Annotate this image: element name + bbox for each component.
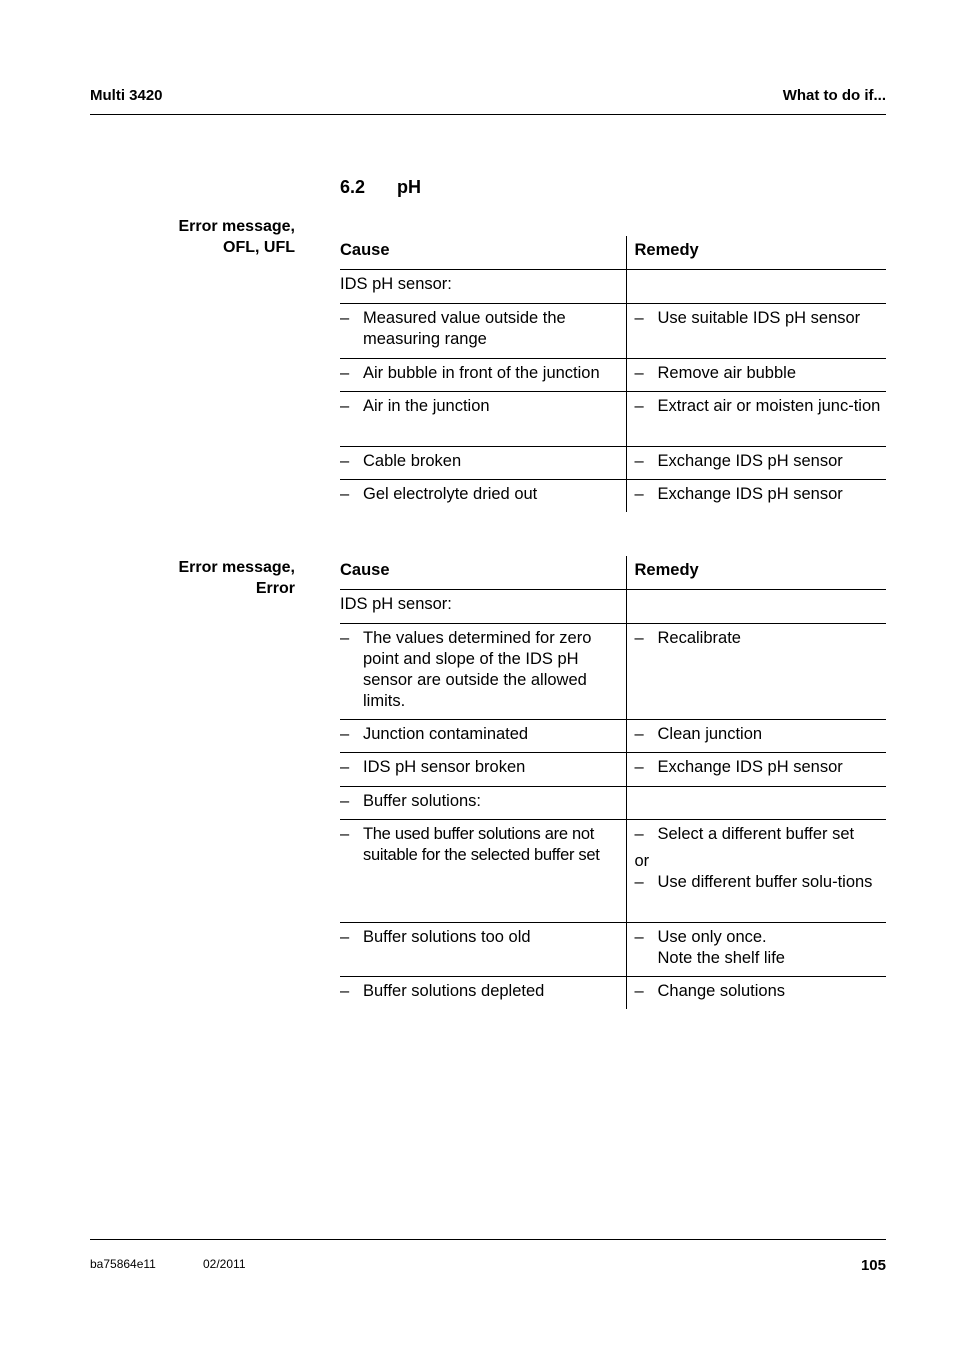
cause-cell bbox=[340, 391, 626, 446]
cause-cell bbox=[340, 719, 626, 752]
remedy-line: Use only once. bbox=[657, 927, 767, 946]
remedy-cell bbox=[626, 976, 886, 1009]
dash: – bbox=[634, 363, 644, 382]
header-rule bbox=[90, 114, 886, 115]
table-row bbox=[340, 922, 886, 976]
dash: – bbox=[634, 396, 644, 415]
cause-cell bbox=[340, 479, 626, 512]
remedy-cell bbox=[626, 391, 886, 446]
cause-text: The used buffer solutions are not suitable for the selected buffer set bbox=[363, 824, 600, 864]
remedy-text: Exchange IDS pH sensor bbox=[657, 484, 843, 503]
cause-text: Air bubble in front of the junction bbox=[363, 363, 600, 382]
table-group-row bbox=[340, 589, 886, 623]
dash: – bbox=[340, 628, 350, 647]
remedy-text: Remove air bubble bbox=[657, 363, 796, 382]
table-header-row bbox=[340, 236, 886, 269]
dash: – bbox=[634, 484, 644, 503]
empty-cell bbox=[626, 589, 886, 623]
section-number: 6.2 bbox=[340, 177, 366, 197]
table-row bbox=[340, 391, 886, 446]
cause-text: Gel electrolyte dried out bbox=[363, 484, 538, 503]
table-row bbox=[340, 479, 886, 512]
dash: – bbox=[340, 308, 350, 327]
table-row bbox=[340, 719, 886, 752]
footer-date: 02/2011 bbox=[203, 1257, 246, 1271]
cause-text: The values determined for zero point and slope of the IDS pH sensor are outside the allowed limits. bbox=[363, 628, 592, 710]
table-row bbox=[340, 976, 886, 1009]
remedy-text bbox=[658, 927, 887, 969]
dash: – bbox=[340, 824, 350, 843]
dash: – bbox=[340, 484, 350, 503]
dash: – bbox=[340, 791, 350, 810]
remedy-cell bbox=[626, 752, 886, 786]
remedy-text: Clean junction bbox=[657, 724, 763, 743]
remedy-cell bbox=[626, 922, 886, 976]
error-table-ofl-ufl bbox=[340, 236, 886, 512]
col-remedy-header: Remedy bbox=[626, 556, 886, 589]
remedy-line: Note the shelf life bbox=[657, 948, 785, 967]
dash: – bbox=[340, 981, 350, 1000]
cause-cell bbox=[340, 358, 626, 391]
group-label: Buffer solutions: bbox=[363, 791, 482, 810]
dash: – bbox=[634, 628, 644, 647]
cause-text: Measured value outside the measuring range bbox=[363, 308, 566, 348]
dash: – bbox=[340, 363, 350, 382]
cause-text: IDS pH sensor broken bbox=[363, 757, 526, 776]
side-label-ofl-ufl bbox=[178, 216, 295, 258]
cause-cell bbox=[340, 786, 626, 819]
group-label: IDS pH sensor: bbox=[340, 589, 626, 623]
remedy-text: Extract air or moisten junc-tion bbox=[657, 396, 881, 415]
remedy-cell bbox=[626, 446, 886, 479]
table-row bbox=[340, 623, 886, 719]
group-label: IDS pH sensor: bbox=[340, 269, 626, 303]
remedy-cell bbox=[626, 819, 886, 922]
header-left: Multi 3420 bbox=[90, 87, 163, 104]
remedy-text: Select a different buffer set bbox=[657, 824, 855, 843]
remedy-cell bbox=[626, 719, 886, 752]
remedy-text: Use different buffer solu-tions bbox=[657, 872, 873, 891]
side-label-line: OFL, UFL bbox=[223, 239, 295, 256]
dash: – bbox=[340, 757, 350, 776]
dash: – bbox=[634, 308, 644, 327]
dash: – bbox=[634, 981, 644, 1000]
dash: – bbox=[634, 451, 644, 470]
remedy-text: Exchange IDS pH sensor bbox=[657, 451, 843, 470]
side-label-line: Error message, bbox=[178, 218, 295, 235]
remedy-cell bbox=[626, 479, 886, 512]
header-right: What to do if... bbox=[782, 87, 886, 104]
side-label-line: Error message, bbox=[178, 559, 295, 576]
dash: – bbox=[634, 824, 644, 843]
table-row bbox=[340, 752, 886, 786]
remedy-cell bbox=[626, 303, 886, 358]
side-label-line: Error bbox=[255, 580, 295, 597]
table-row bbox=[340, 303, 886, 358]
side-label-error bbox=[178, 557, 295, 599]
cause-cell bbox=[340, 446, 626, 479]
cause-cell bbox=[340, 819, 626, 922]
col-remedy-header: Remedy bbox=[626, 236, 886, 269]
cause-text: Buffer solutions too old bbox=[363, 927, 531, 946]
table-header-row bbox=[340, 556, 886, 589]
cause-cell bbox=[340, 922, 626, 976]
section-title: pH bbox=[397, 177, 421, 197]
table-row bbox=[340, 819, 886, 922]
cause-text: Air in the junction bbox=[363, 396, 490, 415]
or-label: or bbox=[634, 851, 650, 870]
cause-cell bbox=[340, 752, 626, 786]
remedy-text: Exchange IDS pH sensor bbox=[657, 757, 843, 776]
col-cause-header: Cause bbox=[340, 236, 626, 269]
dash: – bbox=[340, 724, 350, 743]
dash: – bbox=[634, 724, 644, 743]
page-number: 105 bbox=[860, 1257, 886, 1274]
dash: – bbox=[634, 872, 644, 891]
dash: – bbox=[340, 927, 350, 946]
dash: – bbox=[340, 451, 350, 470]
col-cause-header: Cause bbox=[340, 556, 626, 589]
remedy-cell bbox=[626, 358, 886, 391]
footer-rule bbox=[90, 1239, 886, 1240]
cause-cell bbox=[340, 623, 626, 719]
dash: – bbox=[634, 757, 644, 776]
error-table-error bbox=[340, 556, 886, 1009]
table-group-row bbox=[340, 269, 886, 303]
table-row bbox=[340, 446, 886, 479]
remedy-text: Recalibrate bbox=[657, 628, 741, 647]
dash: – bbox=[634, 927, 644, 946]
empty-cell bbox=[626, 786, 886, 819]
cause-text: Junction contaminated bbox=[363, 724, 529, 743]
dash: – bbox=[340, 396, 350, 415]
remedy-text: Change solutions bbox=[657, 981, 786, 1000]
cause-text: Cable broken bbox=[363, 451, 462, 470]
cause-cell bbox=[340, 303, 626, 358]
footer-doc-id: ba75864e11 bbox=[90, 1257, 156, 1271]
cause-text: Buffer solutions depleted bbox=[363, 981, 545, 1000]
table-row bbox=[340, 358, 886, 391]
remedy-cell bbox=[626, 623, 886, 719]
remedy-text: Use suitable IDS pH sensor bbox=[657, 308, 861, 327]
empty-cell bbox=[626, 269, 886, 303]
table-group-row bbox=[340, 786, 886, 819]
cause-cell bbox=[340, 976, 626, 1009]
